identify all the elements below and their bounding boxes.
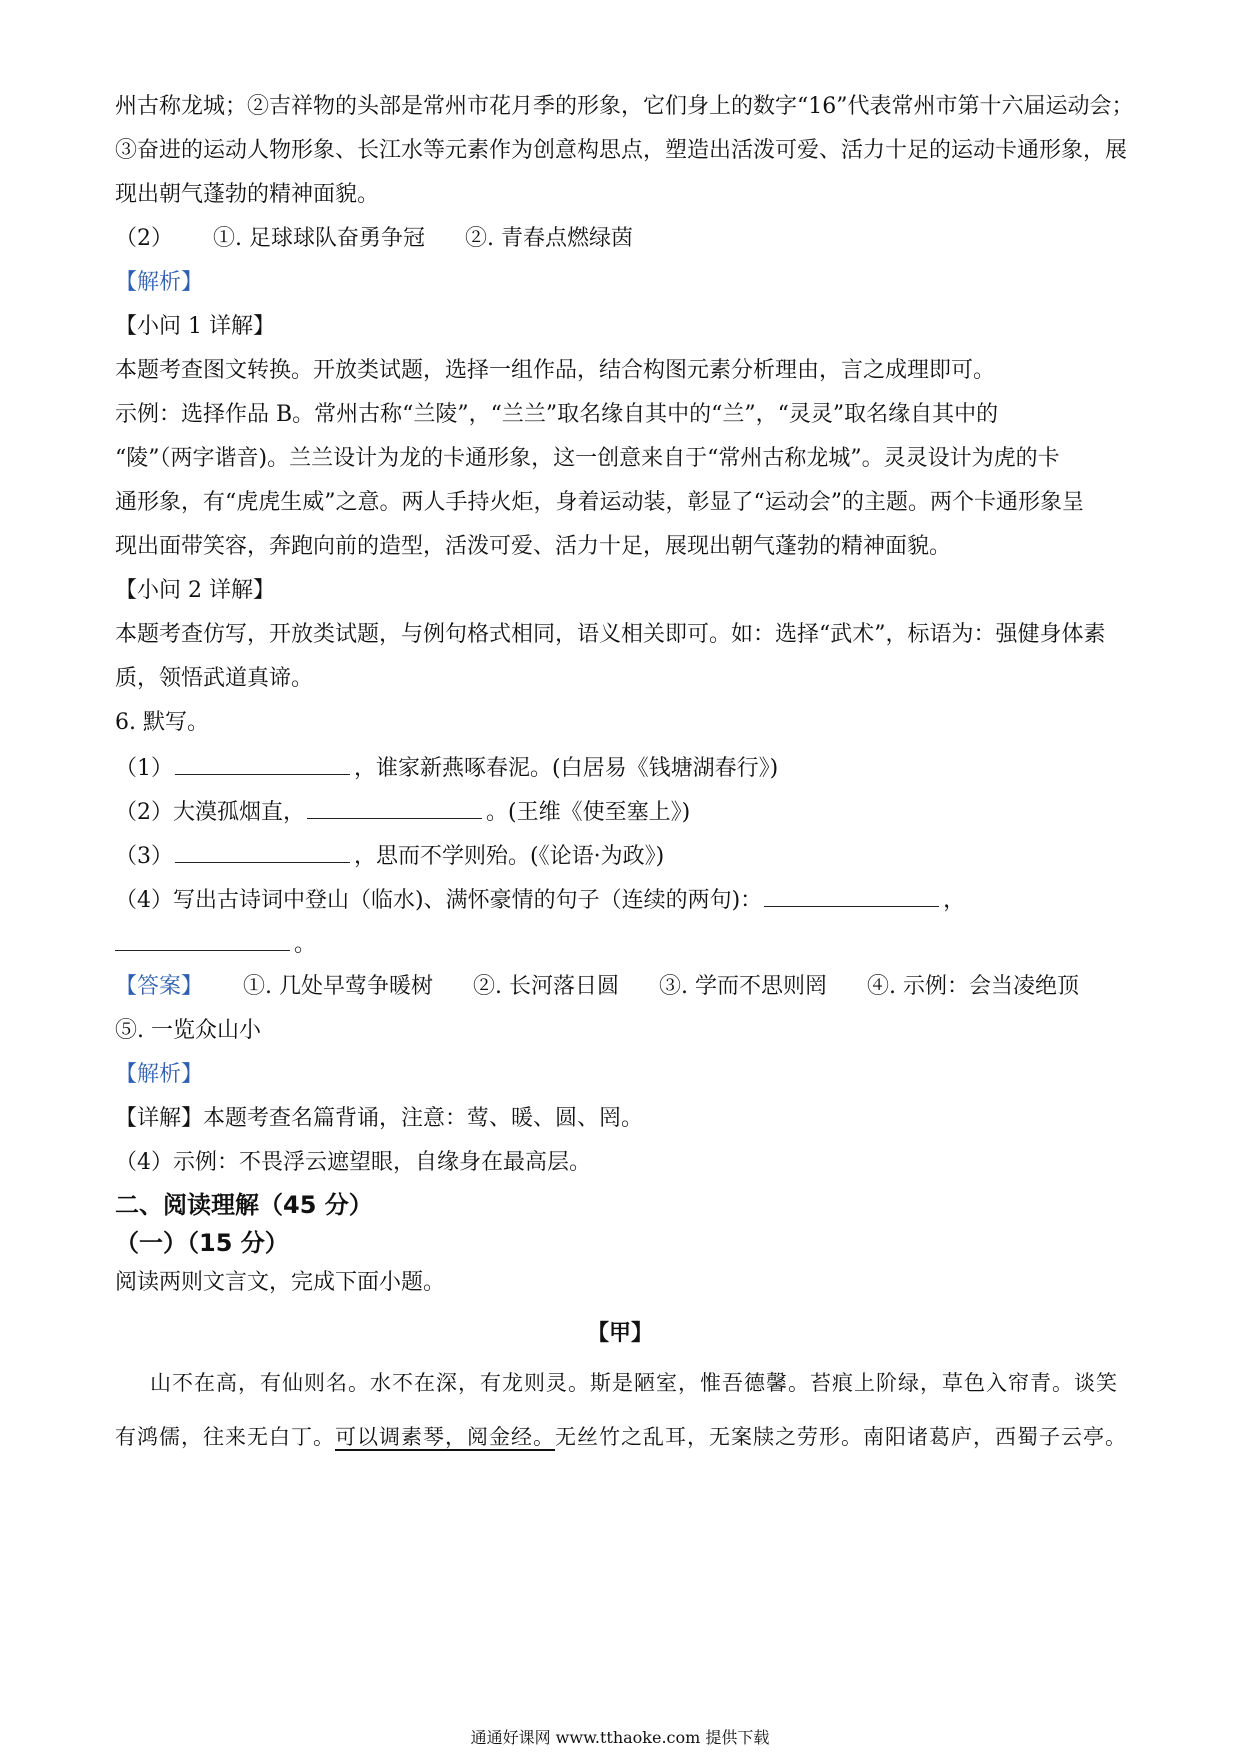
text-line: 通形象，有“虎虎生威”之意。两人手持火炬，身着运动装，彰显了“运动会”的主题。两个卡通形象呈 [115,490,1084,515]
text-line: 现出朝气蓬勃的精神面貌。 [115,182,380,207]
answer-blank [175,752,350,775]
answer-item: ②. 青春点燃绿茵 [465,226,633,251]
text-line: 本题考查图文转换。开放类试题，选择一组作品，结合构图元素分析理由，言之成理即可。 [115,358,996,383]
answer-item: ③. 学而不思则罔 [659,974,828,999]
dictation-text: ，谁家新燕啄春泥。(白居易《钱塘湖春行》) [354,756,779,781]
question-number: （2） [115,226,173,251]
dictation-text: ， [943,888,966,913]
underlined-sentence: 可以调素琴，阅金经。 [335,1425,555,1449]
dictation-text: ，思而不学则殆。(《论语·为政》) [354,844,665,869]
text-line: “陵”（两字谐音)。兰兰设计为龙的卡通形象，这一创意来自于“常州古称龙城”。灵灵设计为虎的卡 [115,446,1060,471]
dictation-text: （4）写出古诗词中登山（临水)、满怀豪情的句子（连续的两句)： [115,888,763,913]
text-line: ③奋进的运动人物形象、长江水等元素作为创意构思点，塑造出活泼可爱、活力十足的运动卡通形象，展 [115,138,1128,163]
dictation-4-continued [115,928,316,960]
answer-blank [764,884,939,907]
answer-blank [115,928,290,951]
text-line: 示例：选择作品 B。常州古称“兰陵”，“兰兰”取名缘自其中的“兰”，“灵灵”取名缘自其中的 [115,402,999,427]
text-line: 【详解】本题考查名篇背诵，注意：莺、暖、圆、罔。 [115,1106,644,1131]
text-line: 州古称龙城；②吉祥物的头部是常州市花月季的形象，它们身上的数字“16”代表常州市第十六届运动会； [115,94,1134,119]
passage-text: 无丝竹之乱耳，无案牍之劳形。南阳诸葛庐，西蜀子云亭。 [555,1425,1127,1449]
answer-item: ⑤. 一览众山小 [115,1018,261,1043]
dictation-text: （2）大漠孤烟直， [115,800,305,825]
reading-instruction: 阅读两则文言文，完成下面小题。 [115,1270,446,1295]
answer-item: ②. 长河落日圆 [473,974,620,999]
answer-line-2 [115,224,633,254]
passage-line [115,1422,1127,1452]
passage-text: 有鸿儒，往来无白丁。 [115,1425,335,1449]
passage-label: 【甲】 [586,1320,653,1346]
subquestion-heading: 【小问 1 详解】 [115,314,275,339]
text-line: （4）示例：不畏浮云遮望眼，自缘身在最高层。 [115,1150,591,1175]
answer-blank [175,840,350,863]
dictation-text: 。(王维《使至塞上》) [486,800,691,825]
dictation-1 [115,752,778,784]
dictation-4 [115,884,965,916]
text-line: 质，领悟武道真谛。 [115,666,314,691]
question-6: 6. 默写。 [115,710,209,735]
analysis-label: 【解析】 [115,1062,204,1087]
answer-item: ①. 几处早莺争暖树 [243,974,434,999]
answer-line-6 [115,972,1079,1002]
dictation-label: （1） [115,756,173,781]
text-line: 本题考查仿写，开放类试题，与例句格式相同，语义相关即可。如：选择“武术”，标语为：强健身体素 [115,622,1106,647]
analysis-label: 【解析】 [115,270,204,295]
passage-line: 山不在高，有仙则名。水不在深，有龙则灵。斯是陋室，惟吾德馨。苔痕上阶绿，草色入帘青。谈笑 [150,1371,1118,1395]
section-heading: 二、阅读理解（45 分） [115,1191,373,1219]
dictation-3 [115,840,664,872]
answer-item: ①. 足球球队奋勇争冠 [213,226,425,251]
page-footer: 通通好课网 www.tthaoke.com 提供下载 [470,1728,770,1747]
text-line: 现出面带笑容，奔跑向前的造型，活泼可爱、活力十足，展现出朝气蓬勃的精神面貌。 [115,534,952,559]
answer-label: 【答案】 [115,974,204,999]
dictation-2 [115,796,690,828]
dictation-label: （3） [115,844,173,869]
subquestion-heading: 【小问 2 详解】 [115,578,275,603]
answer-item: ④. 示例：会当凌绝顶 [867,974,1080,999]
answer-blank [307,796,482,819]
dictation-text: 。 [294,932,317,957]
subsection-heading: （一）（15 分） [115,1229,289,1257]
